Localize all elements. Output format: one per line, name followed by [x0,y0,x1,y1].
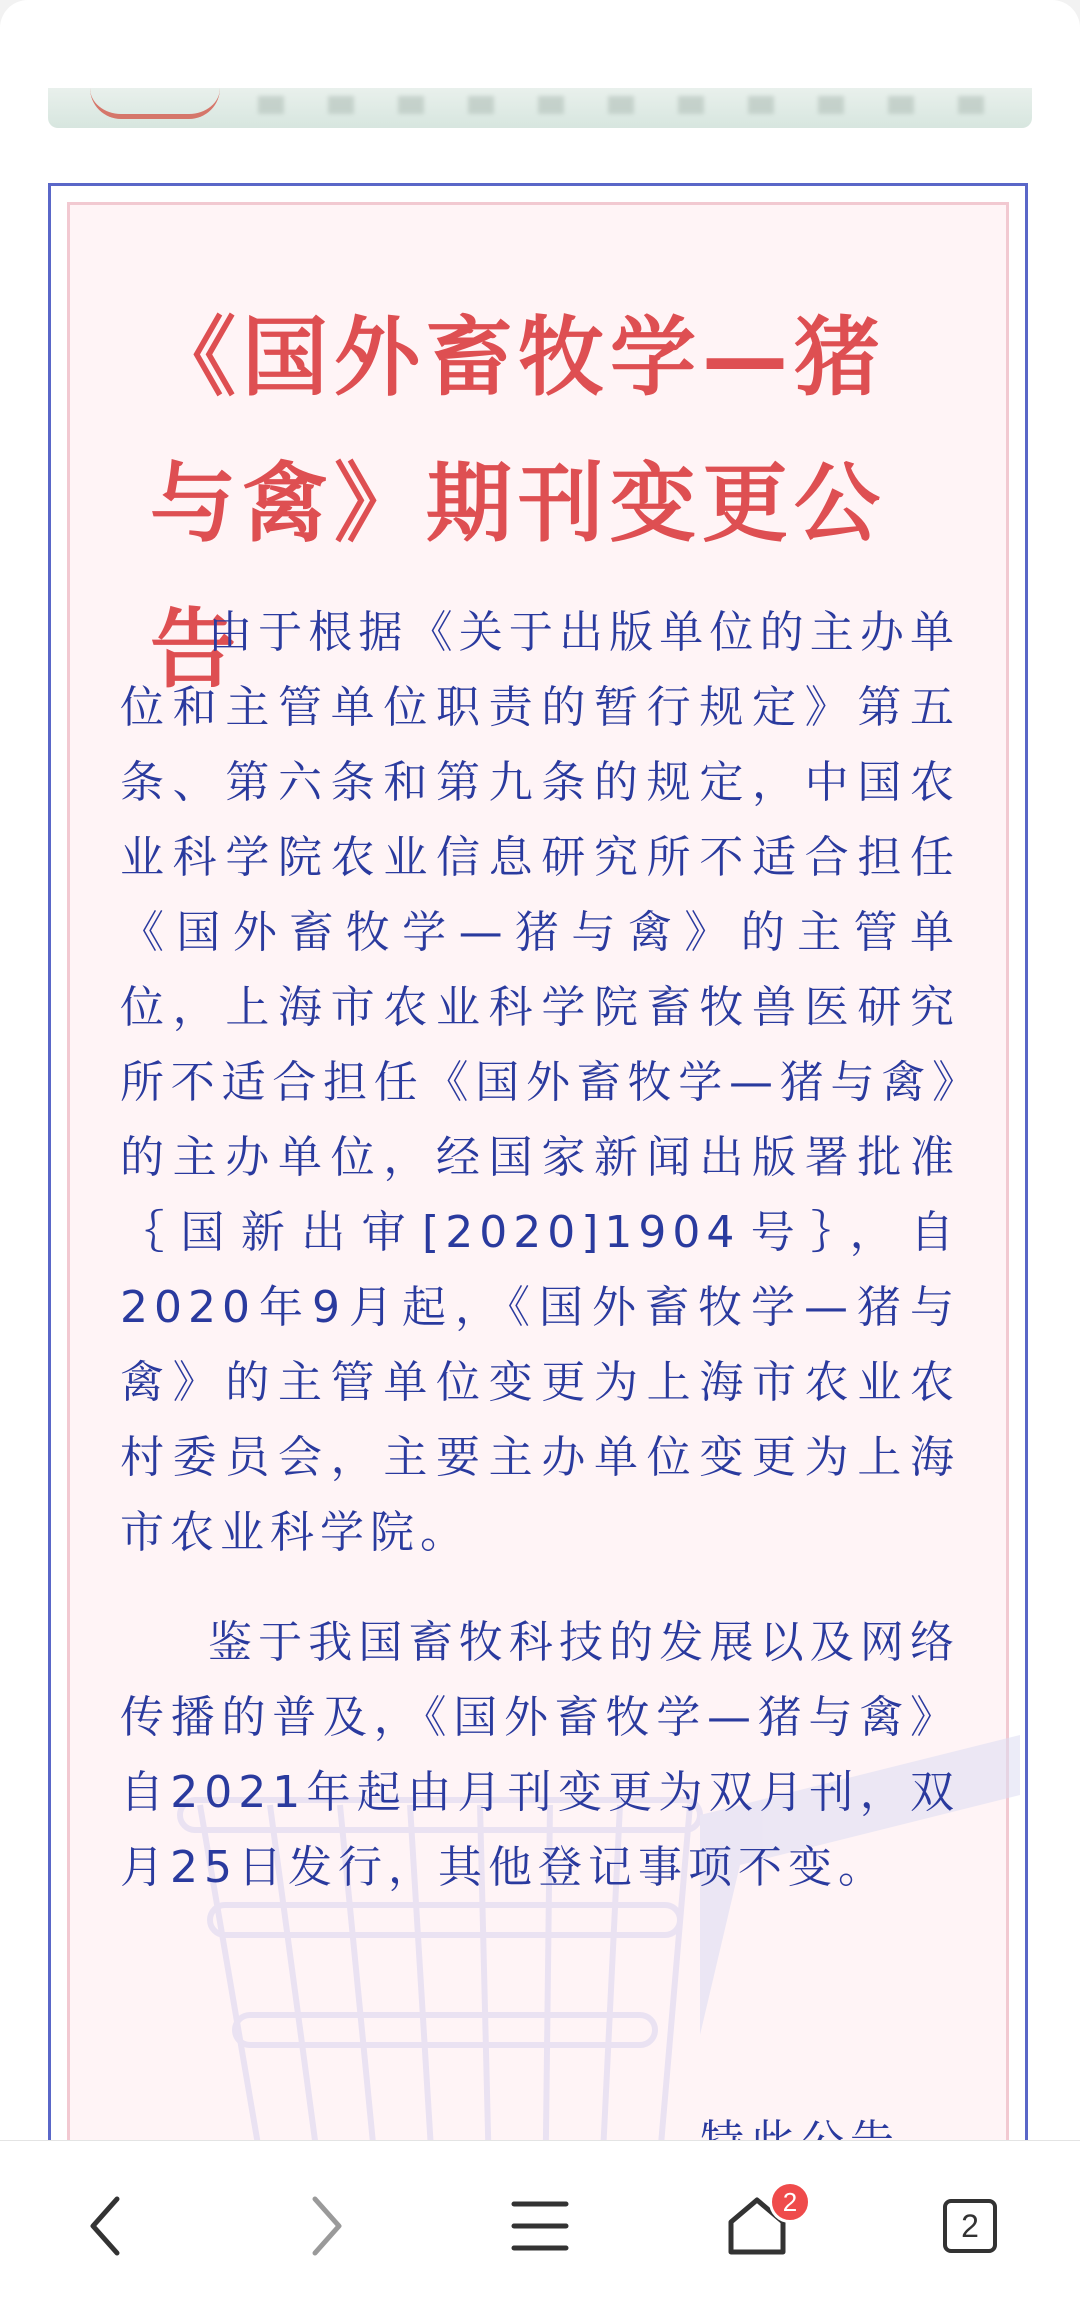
menu-button[interactable] [490,2181,590,2271]
notice-frame [48,183,1028,2183]
banner-blurred-text [258,96,998,114]
home-button[interactable] [707,2181,807,2271]
notice-paragraph-1: 由于根据《关于出版单位的主办单位和主管单位职责的暂行规定》第五条、第六条和第九条的规定，中国农业科学院农业信息研究所不适合担任《国外畜牧学—猪与禽》的主管单位，上海市农业科学院畜牧兽医研究所不适合担任《国外畜牧学—猪与禽》的主办单位，经国家新闻出版署批准｛国新出审[2020]1904号｝，自2020年9月起，《国外畜牧学—猪与禽》的主管单位变更为上海市农业农村委员会，主要主办单位变更为上海市农业科学院。 [120,607,960,1558]
hamburger-menu-icon [510,2196,570,2256]
home-notification-badge: 2 [769,2181,811,2223]
chevron-left-icon [81,2191,131,2261]
banner-logo-shape [90,88,220,119]
notice-paragraph-2: 鉴于我国畜牧科技的发展以及网络传播的普及，《国外畜牧学—猪与禽》自2021年起由月刊变更为双月刊，双月25日发行，其他登记事项不变。 [120,1617,960,1893]
tabs-count-icon: 2 [943,2199,997,2253]
forward-button[interactable] [276,2181,376,2271]
chevron-right-icon [301,2191,351,2261]
browser-bottom-toolbar [0,2140,1080,2311]
back-button[interactable] [56,2181,156,2271]
tabs-button[interactable] [920,2181,1020,2271]
notice-title: 《国外畜牧学—猪与禽》期刊变更公告 [150,308,886,700]
header-banner-image [48,88,1032,128]
notice-panel [67,202,1009,2172]
